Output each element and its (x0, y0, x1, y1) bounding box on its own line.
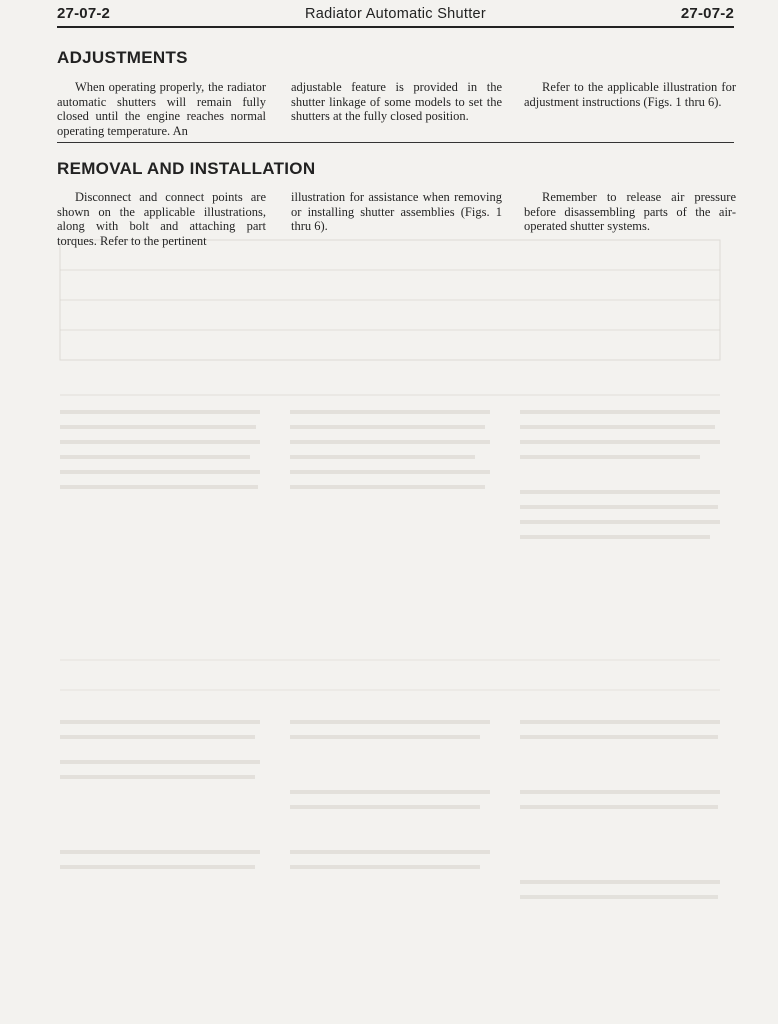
section-divider (57, 142, 734, 143)
adjustments-heading: ADJUSTMENTS (57, 48, 188, 67)
removal-col3: Remember to release air pressure before disassembling parts of the air-operated shutter systems. (524, 190, 736, 233)
running-head (57, 4, 734, 28)
running-head-title: Radiator Automatic Shutter (304, 6, 487, 22)
adjustments-col1: When operating properly, the radiator automatic shutters will remain fully closed until the engine reaches normal operating temperature. An (57, 80, 266, 138)
removal-col1: Disconnect and connect points are shown on the applicable illustrations, along with bolt and attaching part torques. Refer to the pertinent (57, 190, 266, 248)
page-number-right: 27-07-2 (680, 5, 734, 22)
removal-heading: REMOVAL AND INSTALLATION (57, 159, 316, 178)
removal-col2: illustration for assistance when removing or installing shutter assemblies (Figs. 1 thru 6). (291, 190, 502, 233)
adjustments-col2: adjustable feature is provided in the shutter linkage of some models to set the shutters at the fully closed position. (291, 80, 502, 123)
adjustments-col3: Refer to the applicable illustration for adjustment instructions (Figs. 1 thru 6). (524, 80, 736, 109)
page-number-left: 27-07-2 (57, 5, 111, 22)
